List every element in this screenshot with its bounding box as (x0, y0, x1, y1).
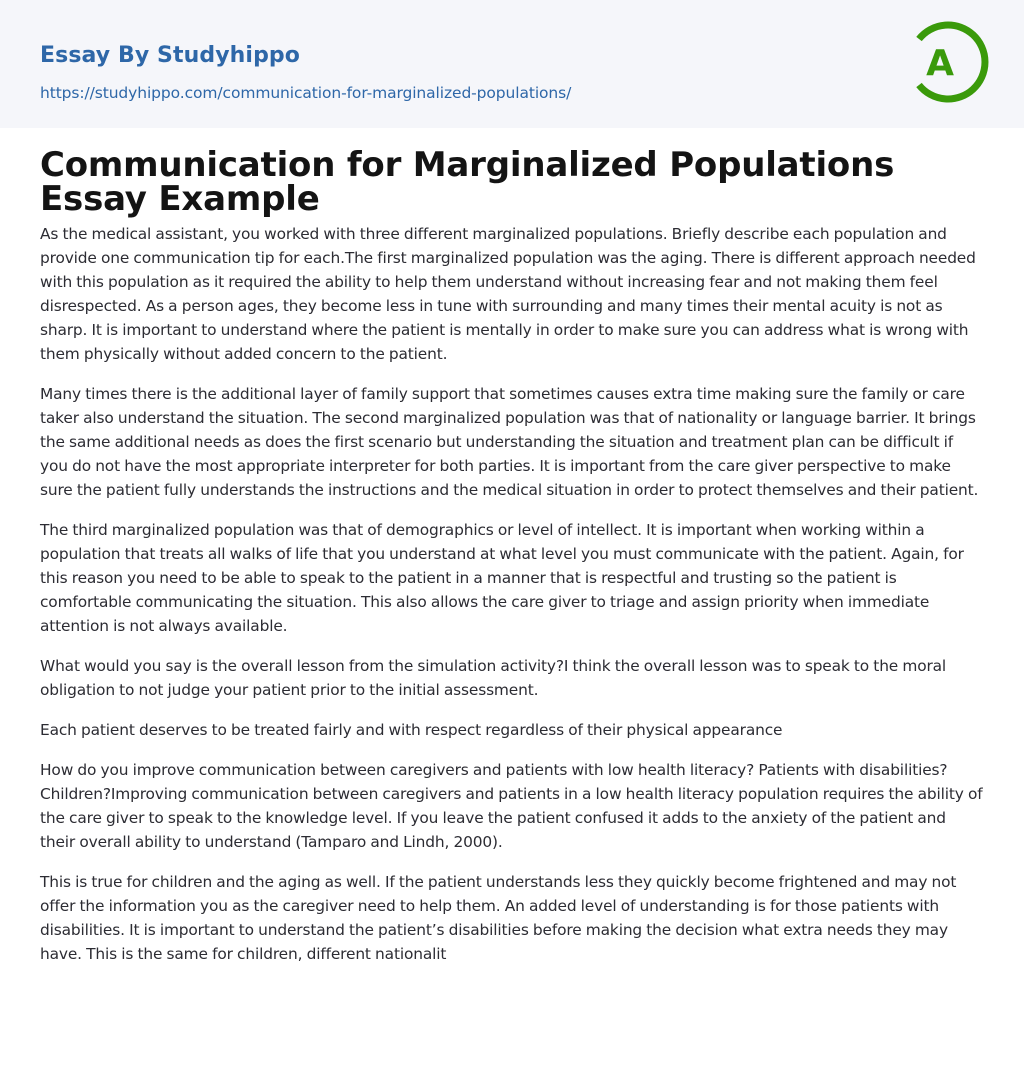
essay-paragraph: The third marginalized population was that of demographics or level of intellect. It is important when working within a population that treats all walks of life that you understand at what level you must communicate with the patient. Again, for this reason you need to be able to speak to the patient in a manner that is respectful and trusting so the patient is comfortable communicating the situation. This also allows the care giver to triage and assign priority when immediate attention is not always available. (40, 521, 964, 635)
page-title: Communication for Marginalized Populations Essay Example (40, 145, 895, 219)
essay-paragraph: How do you improve communication between caregivers and patients with low health literacy? Patients with disabilities? Children?Improving communication between caregivers and patients in a low health literacy population requires the ability of the care giver to speak to the knowledge level. If you leave the patient confused it adds to the anxiety of the patient and their overall ability to understand (Tamparo and Lindh, 2000). (40, 761, 983, 851)
essay-paragraph: This is true for children and the aging as well. If the patient understands less they quickly become frightened and may not offer the information you as the caregiver need to help them. An added level of understanding is for those patients with disabilities. It is important to understand the patient’s disabilities before making the decision what extra needs they may have. This is the same for children, different nationalit (40, 873, 957, 963)
essay-url-link[interactable]: https://studyhippo.com/communication-for-marginalized-populations/ (40, 84, 572, 102)
essay-paragraph: What would you say is the overall lesson from the simulation activity?I think the overall lesson was to speak to the moral obligation to not judge your patient prior to the initial assessment. (40, 657, 947, 699)
svg-text:A: A (926, 43, 954, 84)
essay-paragraph: Many times there is the additional layer of family support that sometimes causes extra time making sure the family or care taker also understand the situation. The second marginalized population was that of nationality or language barrier. It brings the same additional needs as does the first scenario but understanding the situation and treatment plan can be difficult if you do not have the most appropriate interpreter for both parties. It is important from the care giver perspective to make sure the patient fully understands the instructions and the medical situation in order to protect themselves and their patient. (40, 385, 979, 499)
essay-paragraph: As the medical assistant, you worked with three different marginalized populations. Briefly describe each population and provide one communication tip for each.The first marginalized population was the aging. There is different approach needed with this population as it required the ability to help them understand without increasing fear and not making them feel disrespected. As a person ages, they become less in tune with surrounding and many times their mental acuity is not as sharp. It is important to understand where the patient is mentally in order to make sure you can address what is wrong with them physically without added concern to the patient. (40, 225, 976, 363)
article (0, 128, 1024, 966)
essay-paragraph: Each patient deserves to be treated fairly and with respect regardless of their physical appearance (40, 721, 783, 739)
site-header (0, 0, 1024, 128)
studyhippo-logo-icon[interactable] (906, 17, 990, 107)
site-brand: Essay By Studyhippo (40, 43, 300, 68)
